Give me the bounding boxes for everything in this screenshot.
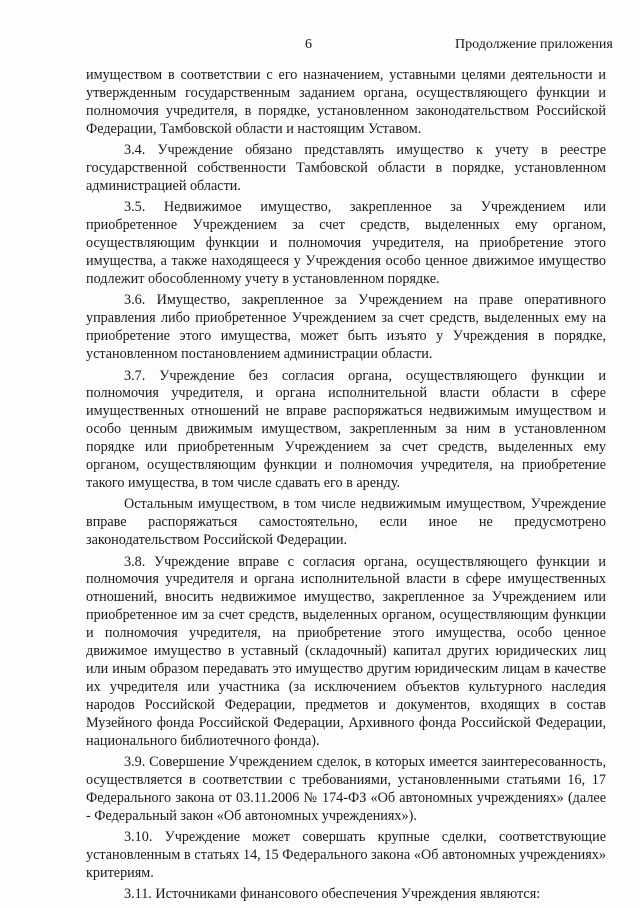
paragraph-3-4: 3.4. Учреждение обязано представлять имущество к учету в реестре государственной собственности Тамбовской области в порядке, установленном администрацией области. (86, 142, 606, 194)
paragraph-3-8: 3.8. Учреждение вправе с согласия органа, осуществляющего функции и полномочия учредителя и органа исполнительной власти в сфере имущественных отношений, вносить недвижимое имущество, закрепленное за Учреждением или приобретенное им за счет средств, выделенных органом, осуществляющим функции и полномочия учредителя, на приобретение этого имущества, особо ценное движимое имущество в уставный (складочный) капитал других юридических лиц или иным образом передавать это имущество другим юридическим лицам в качестве их учредителя или участника (за исключением объектов культурного наследия народов Российской Федерации, предметов и документов, входящих в состав Музейного фонда Российской Федерации, Архивного фонда Российской Федерации, национального библиотечного фонда). (86, 553, 606, 749)
header-note: Продолжение приложения (455, 37, 613, 52)
paragraph-3-7: 3.7. Учреждение без согласия органа, осуществляющего функции и полномочия учредителя, и органа исполнительной власти области в сфере имущественных отношений не вправе распоряжаться недвижимым имуществом и особо ценным движимым имуществом, закрепленным за ним в установленном порядке или приобретенным Учреждением за счет средств, выделенных ему органом, осуществляющим функции и полномочия учредителя, на приобретение такого имущества, в том числе сдавать его в аренду. (86, 367, 606, 491)
paragraph-3-9: 3.9. Совершение Учреждением сделок, в которых имеется заинтересованность, осуществляется в соответствии с требованиями, установленными статьями 16, 17 Федерального закона от 03.11.2006 № 174-ФЗ «Об автономных учреждениях» (далее - Федеральный закон «Об автономных учреждениях»). (86, 754, 606, 824)
paragraph-3-11: 3.11. Источниками финансового обеспечения Учреждения являются: (124, 886, 541, 903)
paragraph-continuation: имуществом в соответствии с его назначением, уставными целями деятельности и утвержденным государственным заданием органа, осуществляющего функции и полномочия учредителя, в порядке, установленном законодательством Российской Федерации, Тамбовской области и настоящим Уставом. (86, 67, 606, 137)
paragraph-3-6: 3.6. Имущество, закрепленное за Учреждением на праве оперативного управления либо приобретенное Учреждением за счет средств, выделенных ему на приобретение этого имущества, может быть изъято у Учреждения в порядке, установленном постановлением администрации области. (86, 292, 606, 363)
paragraph-3-10: 3.10. Учреждение может совершать крупные сделки, соответствующие установленным в статьях 14, 15 Федерального закона «Об автономных учреждениях» критериям. (86, 829, 606, 881)
paragraph-3-7-other-property: Остальным имуществом, в том числе недвижимым имуществом, Учреждение вправе распоряжаться самостоятельно, если иное не предусмотрено законодательством Российской Федерации. (86, 496, 606, 549)
document-body (86, 67, 606, 908)
paragraph-3-5: 3.5. Недвижимое имущество, закрепленное за Учреждением или приобретенное Учреждением за счет средств, выделенных ему органом, осуществляющим функции и полномочия учредителя, на приобретение этого имущества, а также находящееся у Учреждения особо ценное движимое имущество подлежит обособленному учету в установленном порядке. (86, 199, 606, 287)
page-number: 6 (305, 37, 312, 52)
